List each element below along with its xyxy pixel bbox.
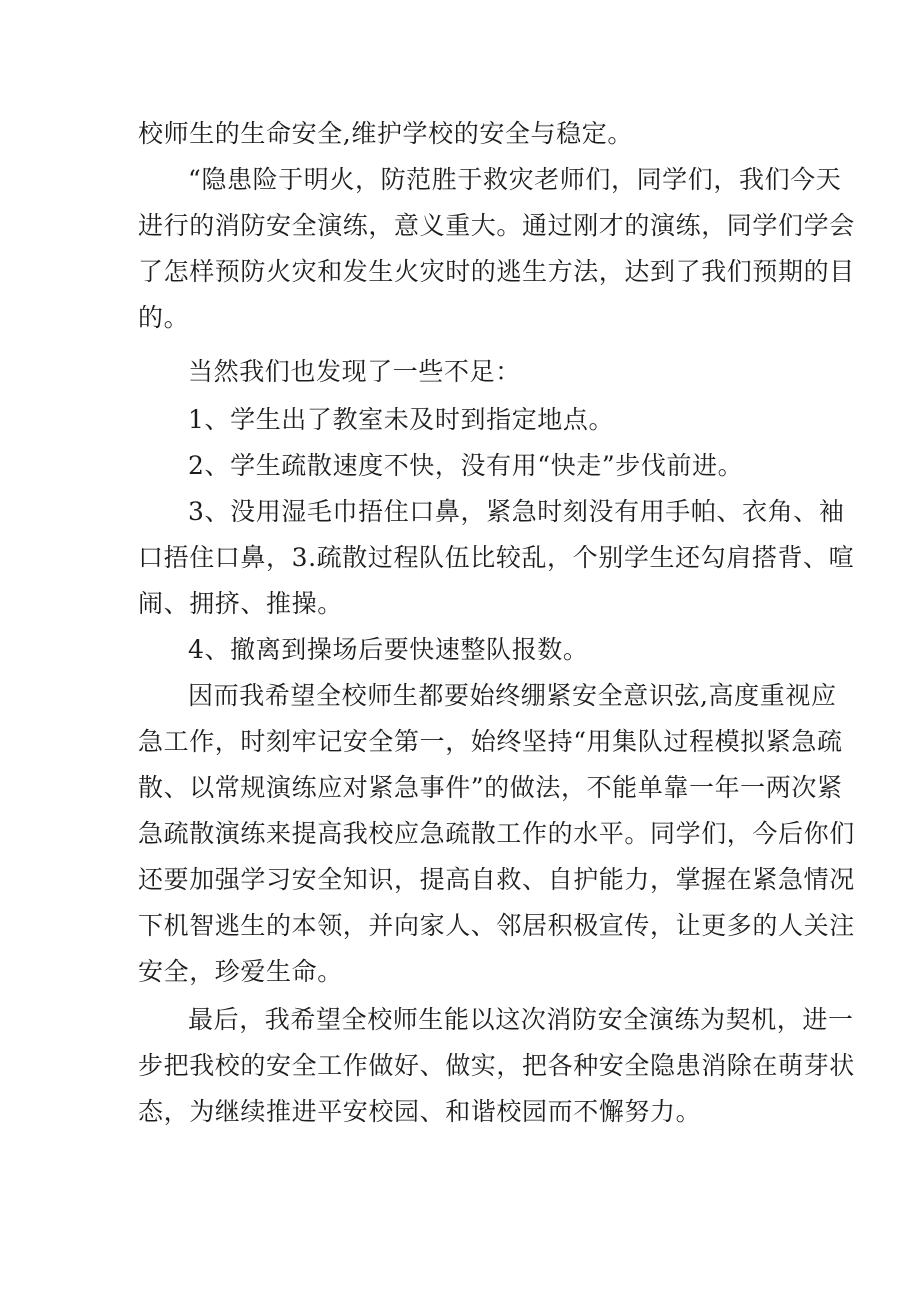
list-item: 1、学生出了教室未及时到指定地点。	[188, 405, 615, 434]
text-line: 步把我校的安全工作做好、做实，把各种安全隐患消除在萌芽状	[138, 1051, 855, 1080]
text-line: 当然我们也发现了一些不足：	[188, 357, 521, 386]
text-line: 的。	[138, 303, 190, 332]
text-line: 校师生的生命安全,维护学校的安全与稳定。	[138, 119, 633, 148]
text-line: 安全，珍爱生命。	[138, 957, 343, 986]
text-line: 下机智逃生的本领，并向家人、邻居积极宣传，让更多的人关注	[138, 911, 855, 940]
text-line: 急工作，时刻牢记安全第一，始终坚持“用集队过程模拟紧急疏	[138, 727, 843, 756]
text-line: 口捂住口鼻，3.疏散过程队伍比较乱，个别学生还勾肩搭背、喧	[138, 543, 855, 572]
list-item: 3、没用湿毛巾捂住口鼻，紧急时刻没有用手帕、衣角、袖	[188, 497, 845, 526]
list-item: 2、学生疏散速度不快，没有用“快走”步伐前进。	[188, 451, 744, 480]
text-line: 闹、拥挤、推操。	[138, 589, 343, 618]
text-line: 急疏散演练来提高我校应急疏散工作的水平。同学们，今后你们	[138, 819, 855, 848]
text-line: 进行的消防安全演练，意义重大。通过刚才的演练，同学们学会	[138, 211, 855, 240]
text-line: 态，为继续推进平安校园、和谐校园而不懈努力。	[138, 1097, 702, 1126]
text-line: 了怎样预防火灾和发生火灾时的逃生方法，达到了我们预期的目	[138, 257, 855, 286]
text-line: 最后，我希望全校师生能以这次消防安全演练为契机，进一	[188, 1005, 854, 1034]
list-item: 4、撤离到操场后要快速整队报数。	[188, 635, 589, 664]
text-line: 因而我希望全校师生都要始终绷紧安全意识弦,高度重视应	[188, 681, 837, 710]
text-line: 还要加强学习安全知识，提高自救、自护能力，掌握在紧急情况	[138, 865, 855, 894]
text-line: 散、以常规演练应对紧急事件”的做法，不能单靠一年一两次紧	[138, 773, 843, 802]
text-line: “隐患险于明火，防范胜于救灾老师们，同学们，我们今天	[188, 165, 842, 194]
